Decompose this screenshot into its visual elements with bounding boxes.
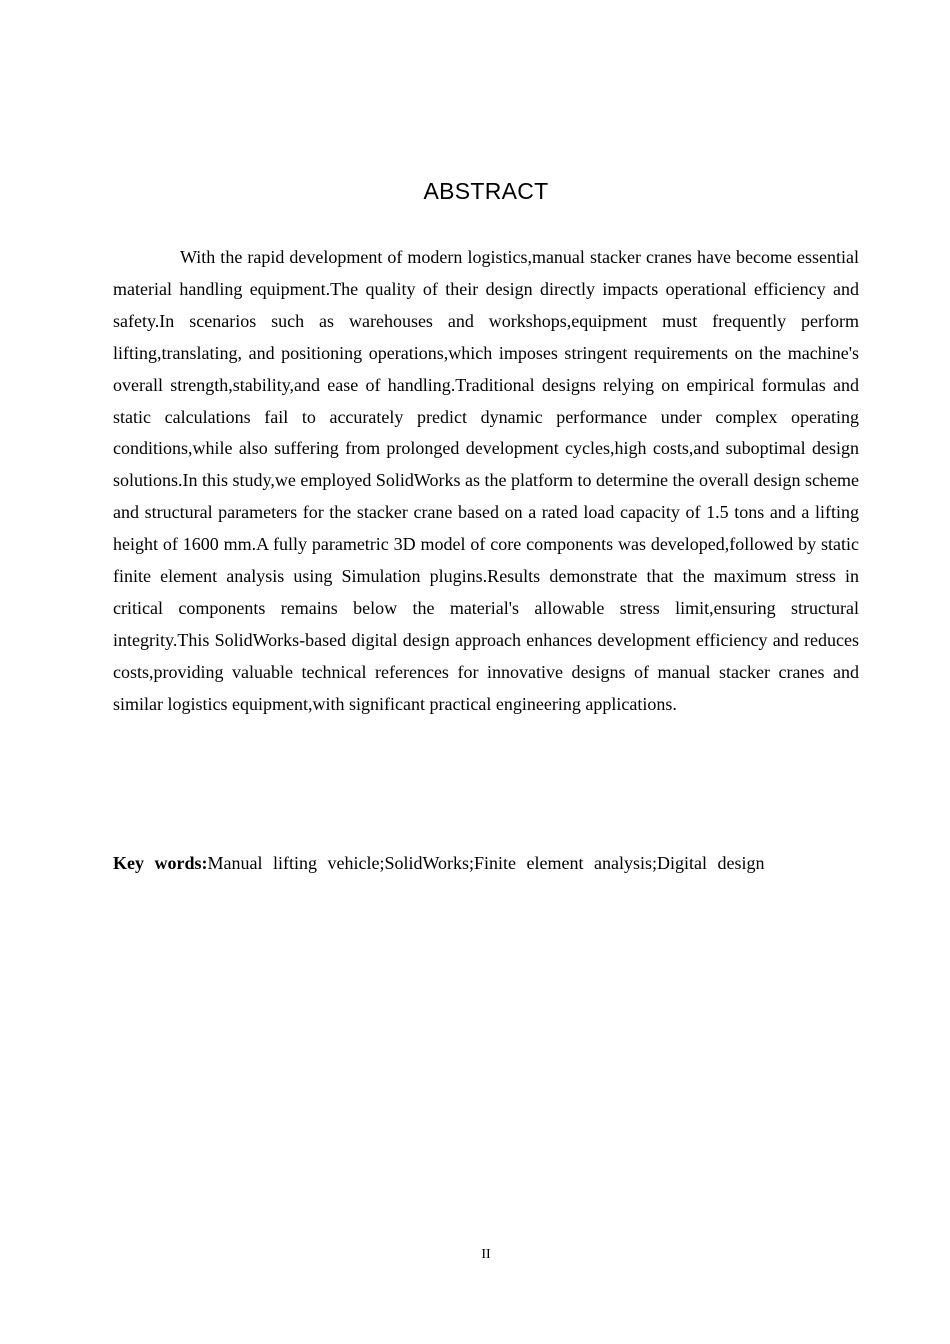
keywords-label: Key words: bbox=[113, 853, 208, 873]
abstract-title: ABSTRACT bbox=[423, 178, 549, 204]
abstract-paragraph: With the rapid development of modern logistics,manual stacker cranes have become essential material handling equipment.The quality of their design directly impacts operational efficiency and safety.In scenarios such as warehouses and workshops,equipment must frequently perform lifting,translating, and positioning operations,which imposes stringent requirements on the machine's overall strength,stability,and ease of handling.Traditional designs relying on empirical formulas and static calculations fail to accurately predict dynamic performance under complex operating conditions,while also suffering from prolonged development cycles,high costs,and suboptimal design solutions.In this study,we employed SolidWorks as the platform to determine the overall design scheme and structural parameters for the stacker crane based on a rated load capacity of 1.5 tons and a lifting height of 1600 mm.A fully parametric 3D model of core components was developed,followed by static finite element analysis using Simulation plugins.Results demonstrate that the maximum stress in critical components remains below the material's allowable stress limit,ensuring structural integrity.This SolidWorks-based digital design approach enhances development efficiency and reduces costs,providing valuable technical references for innovative designs of manual stacker cranes and similar logistics equipment,with significant practical engineering applications. bbox=[113, 247, 859, 714]
keywords-line bbox=[113, 848, 859, 880]
keywords-text: Manual lifting vehicle;SolidWorks;Finite element analysis;Digital design bbox=[207, 853, 765, 873]
page-number: II bbox=[481, 1247, 491, 1262]
